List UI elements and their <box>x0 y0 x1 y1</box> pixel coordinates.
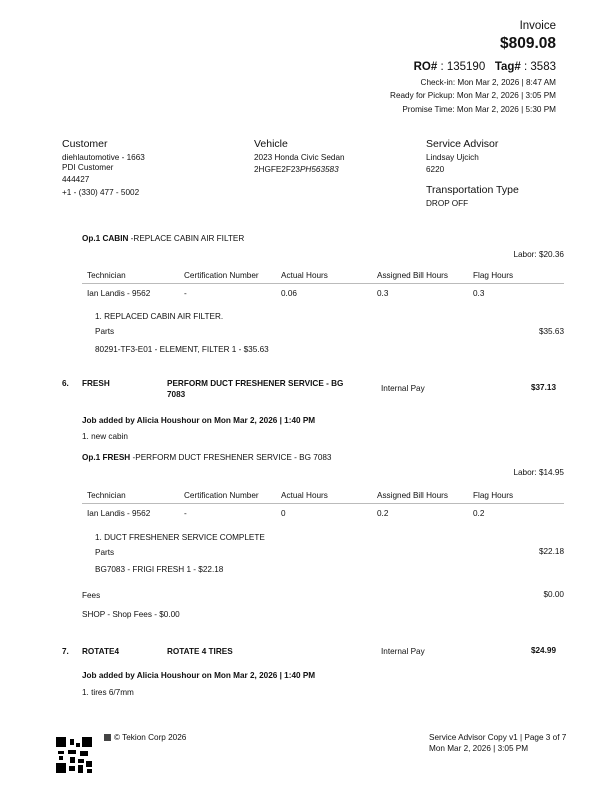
ro-value: 135190 <box>446 61 486 73</box>
fresh-actual: 0 <box>281 509 286 518</box>
vin-suffix: PH563583 <box>299 165 339 174</box>
th-technician: Technician <box>87 271 126 280</box>
fee-line: SHOP - Shop Fees - $0.00 <box>82 610 180 619</box>
op-cabin-title <box>82 234 244 243</box>
customer-line3: 444427 <box>62 175 90 184</box>
fresh-parts-total: $22.18 <box>538 547 564 556</box>
fresh-work-note: 1. DUCT FRESHENER SERVICE COMPLETE <box>95 533 265 542</box>
th-cert-2: Certification Number <box>184 491 259 500</box>
table-divider <box>82 283 564 284</box>
copy-info: Service Advisor Copy v1 | Page 3 of 7 <box>429 733 567 742</box>
customer-heading: Customer <box>62 138 108 150</box>
job6-added: Job added by Alicia Houshour on Mon Mar 2, 2026 | 1:40 PM <box>82 416 316 425</box>
checkin-time: Check-in: Mon Mar 2, 2026 | 8:47 AM <box>420 78 556 87</box>
cabin-flag: 0.3 <box>473 289 485 298</box>
fresh-parts-label: Parts <box>95 548 115 557</box>
fresh-technician: Ian Landis - 9562 <box>87 509 151 518</box>
qr-code <box>56 737 92 773</box>
printed-time: Mon Mar 2, 2026 | 3:05 PM <box>429 744 529 753</box>
cabin-actual: 0.06 <box>281 289 297 298</box>
vehicle-vin <box>254 165 339 174</box>
tekion-logo-icon <box>104 734 111 741</box>
vehicle-model: 2023 Honda Civic Sedan <box>254 153 345 162</box>
th-actual-2: Actual Hours <box>281 491 328 500</box>
ready-time: Ready for Pickup: Mon Mar 2, 2026 | 3:05 PM <box>390 91 556 100</box>
th-technician-2: Technician <box>87 491 126 500</box>
job6-title-line1: PERFORM DUCT FRESHENER SERVICE - BG <box>167 379 344 388</box>
ro-label: RO# <box>413 61 438 73</box>
job7-title: ROTATE 4 TIRES <box>167 647 233 656</box>
job7-note: 1. tires 6/7mm <box>82 688 134 697</box>
fresh-flag: 0.2 <box>473 509 485 518</box>
cabin-parts-total: $35.63 <box>538 327 564 336</box>
job7-amount: $24.99 <box>530 646 556 655</box>
footer-copyright <box>104 733 186 742</box>
promise-time: Promise Time: Mon Mar 2, 2026 | 5:30 PM <box>402 105 556 114</box>
tag-value: 3583 <box>530 61 556 73</box>
cabin-note: 1. REPLACED CABIN AIR FILTER. <box>95 312 224 321</box>
op-fresh-title <box>82 453 331 462</box>
op-cabin-desc: -REPLACE CABIN AIR FILTER <box>128 234 245 243</box>
job6-title-line2: 7083 <box>167 390 186 399</box>
job7-number: 7. <box>62 647 69 656</box>
customer-line2: PDI Customer <box>62 163 114 172</box>
advisor-name: Lindsay Ujcich <box>426 153 479 162</box>
advisor-heading: Service Advisor <box>426 138 499 150</box>
cabin-cert: - <box>184 289 187 298</box>
job7-added: Job added by Alicia Houshour on Mon Mar 2, 2026 | 1:40 PM <box>82 671 316 680</box>
th-cert: Certification Number <box>184 271 259 280</box>
cabin-technician: Ian Landis - 9562 <box>87 289 151 298</box>
job6-pay: Internal Pay <box>381 384 425 393</box>
op-cabin-code: Op.1 CABIN <box>82 234 129 243</box>
fees-total: $0.00 <box>543 590 564 599</box>
fresh-part-line: BG7083 - FRIGI FRESH 1 - $22.18 <box>95 565 224 574</box>
job7-code: ROTATE4 <box>82 647 119 656</box>
ro-tag-line: RO# : 135190 Tag# : 3583 <box>413 61 556 73</box>
transport-value: DROP OFF <box>426 199 469 208</box>
customer-line1: diehlautomotive - 1663 <box>62 153 145 162</box>
advisor-number: 6220 <box>426 165 445 174</box>
job6-code: FRESH <box>82 379 110 388</box>
vehicle-heading: Vehicle <box>254 138 288 150</box>
op-fresh-labor: Labor: $14.95 <box>513 468 564 477</box>
cabin-assigned: 0.3 <box>377 289 389 298</box>
table-divider-2 <box>82 503 564 504</box>
th-assigned-2: Assigned Bill Hours <box>377 491 448 500</box>
copyright-text: © Tekion Corp 2026 <box>114 733 187 742</box>
vin-prefix: 2HGFE2F23 <box>254 165 300 174</box>
cabin-parts-label: Parts <box>95 327 115 336</box>
fresh-assigned: 0.2 <box>377 509 389 518</box>
doc-title: Invoice <box>519 20 556 32</box>
fresh-cert: - <box>184 509 187 518</box>
op-cabin-labor: Labor: $20.36 <box>513 250 564 259</box>
cabin-part-line: 80291-TF3-E01 - ELEMENT, FILTER 1 - $35.63 <box>95 345 269 354</box>
th-flag-2: Flag Hours <box>473 491 514 500</box>
th-flag: Flag Hours <box>473 271 514 280</box>
tag-label: Tag# <box>494 61 521 73</box>
job7-pay: Internal Pay <box>381 647 425 656</box>
job6-note: 1. new cabin <box>82 432 128 441</box>
transport-heading: Transportation Type <box>426 184 519 196</box>
th-assigned: Assigned Bill Hours <box>377 271 448 280</box>
op-fresh-code: Op.1 FRESH <box>82 453 131 462</box>
fees-label: Fees <box>82 591 101 600</box>
op-fresh-desc: -PERFORM DUCT FRESHENER SERVICE - BG 7083 <box>130 453 332 462</box>
th-actual: Actual Hours <box>281 271 328 280</box>
job6-number: 6. <box>62 379 69 388</box>
job6-amount: $37.13 <box>530 383 556 392</box>
invoice-total: $809.08 <box>499 35 556 52</box>
customer-phone: +1 - (330) 477 - 5002 <box>62 188 140 197</box>
